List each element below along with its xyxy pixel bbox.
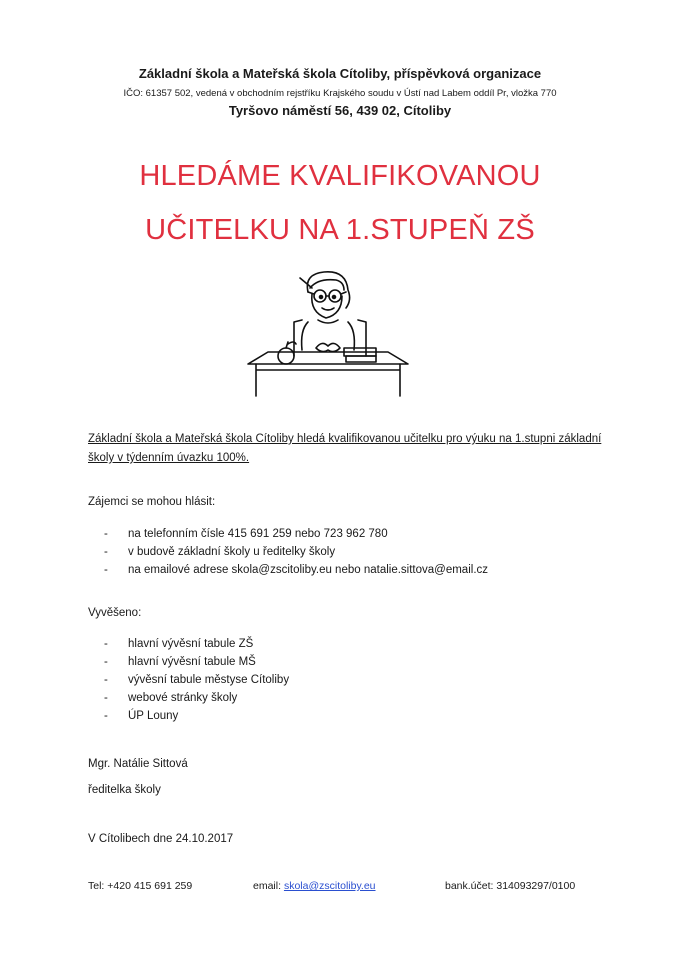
dash-bullet: - [104, 674, 108, 686]
contact-item-email: na emailové adrese skola@zscitoliby.eu nebo natalie.sittova@email.cz [128, 564, 489, 576]
posted-item: hlavní vývěsní tabule ZŠ [128, 638, 254, 650]
posted-list [88, 635, 289, 725]
header-organization: Základní škola a Mateřská škola Cítoliby, příspěvková organizace [138, 66, 542, 81]
footer-bank: bank.účet: 314093297/0100 [445, 880, 576, 892]
contacts-list [88, 525, 488, 579]
header-registration: IČO: 61357 502, vedená v obchodním rejstříku Krajského soudu v Ústí nad Labem oddíl Pr, vložka 770 [123, 88, 557, 99]
posted-item: webové stránky školy [128, 692, 238, 704]
title-line-2: UČITELKU NA 1.STUPEŇ ZŠ [145, 214, 535, 246]
posted-item: hlavní vývěsní tabule MŠ [128, 656, 256, 668]
footer-email [253, 880, 376, 892]
dash-bullet: - [104, 546, 108, 558]
dash-bullet: - [104, 710, 108, 722]
header-address: Tyršovo náměstí 56, 439 02, Cítoliby [228, 103, 452, 118]
dash-bullet: - [104, 656, 108, 668]
contact-item-building: v budově základní školy u ředitelky školy [128, 546, 336, 558]
footer-phone: Tel: +420 415 691 259 [88, 880, 193, 892]
list-item [88, 543, 488, 561]
contact-item-phone: na telefonním čísle 415 691 259 nebo 723 962 780 [128, 528, 388, 540]
list-item [88, 561, 488, 579]
list-item [88, 653, 289, 671]
intro-paragraph: Základní škola a Mateřská škola Cítoliby hledá kvalifikovanou učitelku pro výuku na 1.stupni základní školy v týdenním úvazku 100%. [88, 433, 602, 464]
dash-bullet: - [104, 638, 108, 650]
place-date: V Cítolibech dne 24.10.2017 [88, 833, 234, 845]
title-line-1: HLEDÁME KVALIFIKOVANOU [139, 160, 541, 192]
dash-bullet: - [104, 528, 108, 540]
list-item [88, 525, 488, 543]
list-item [88, 635, 289, 653]
list-item [88, 707, 289, 725]
teacher-at-desk-illustration [238, 264, 414, 400]
list-item [88, 689, 289, 707]
dash-bullet: - [104, 564, 108, 576]
signature-name: Mgr. Natálie Sittová [88, 758, 188, 770]
signature-role: ředitelka školy [88, 784, 161, 796]
footer-email-link[interactable]: skola@zscitoliby.eu [283, 880, 376, 892]
posted-item: ÚP Louny [128, 710, 179, 722]
footer-email-label: email: [253, 880, 282, 892]
contacts-heading: Zájemci se mohou hlásit: [88, 496, 216, 508]
dash-bullet: - [104, 692, 108, 704]
list-item [88, 671, 289, 689]
posted-item: vývěsní tabule městyse Cítoliby [128, 674, 290, 686]
posted-heading: Vyvěšeno: [88, 607, 142, 619]
